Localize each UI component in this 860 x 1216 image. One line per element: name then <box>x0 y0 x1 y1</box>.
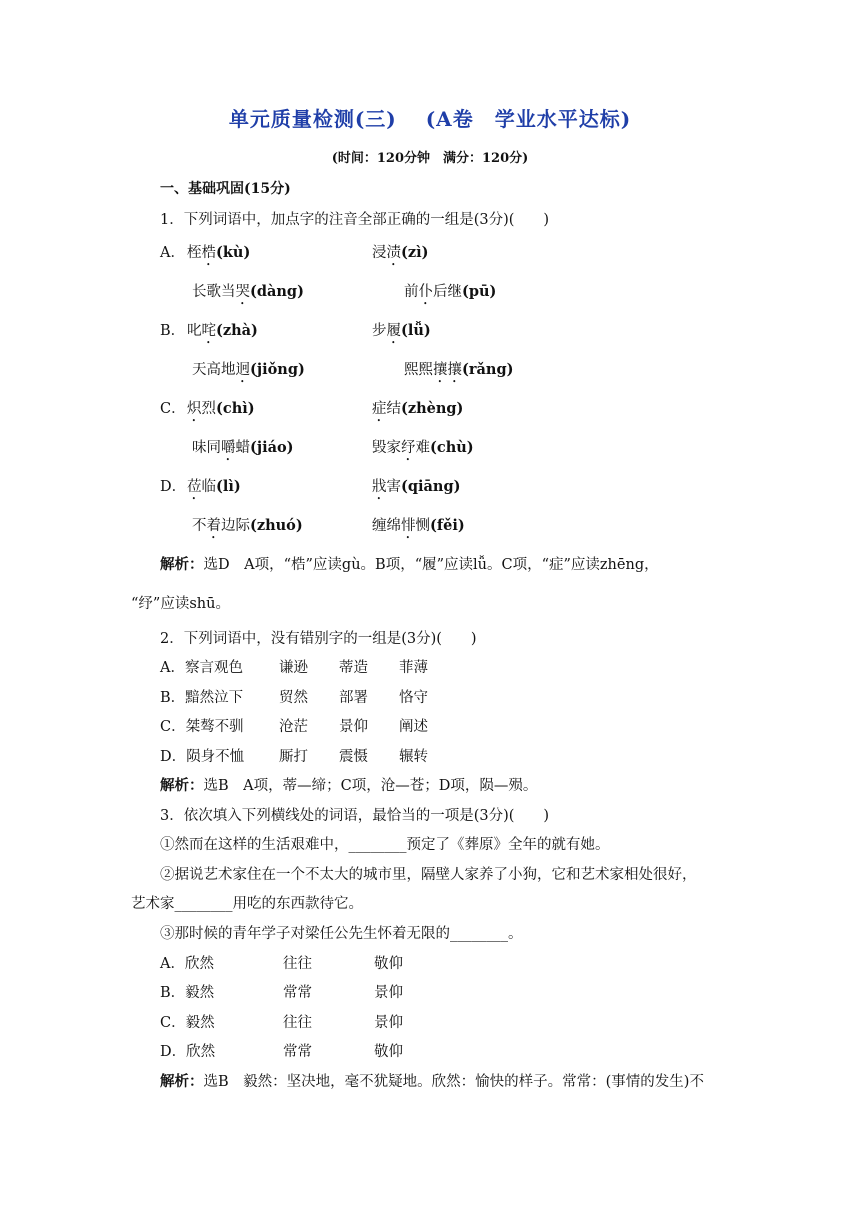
q3-option-d-word-3: 敬仰 <box>374 1044 403 1060</box>
q2-option-d-word-4: 辗转 <box>399 749 428 765</box>
q1-option-b-word-2: 步履(lǚ) <box>372 322 431 339</box>
question-1-stem: 1．下列词语中，加点字的注音全部正确的一组是(3分)( ) <box>160 212 550 228</box>
q3-option-a: A．欣然 <box>160 956 214 972</box>
section-heading: 一、基础巩固(15分) <box>160 181 291 197</box>
q3-sentence-1: ①然而在这样的生活艰难中，________预定了《葬原》全年的就有她。 <box>160 837 610 853</box>
q2-option-b-word-2: 贸然 <box>279 690 308 706</box>
q1-option-a-label: A． <box>160 245 185 261</box>
q1-option-a-word-4: 前仆后继(pū) <box>404 283 497 300</box>
q1-option-b-word-3: 天高地迥(jiǒng) <box>192 361 305 378</box>
q2-option-b-word-3: 部署 <box>339 690 368 706</box>
q1-analysis-cont: “纾”应读shū。 <box>131 596 230 612</box>
q3-option-c: C．毅然 <box>160 1015 215 1031</box>
q2-option-a-word-2: 谦逊 <box>279 660 308 676</box>
q1-option-c-word-2: 症结(zhèng) <box>372 400 464 417</box>
q2-option-d: D．陨身不恤 <box>160 749 245 765</box>
q3-option-c-word-2: 往往 <box>283 1015 312 1031</box>
q1-option-c-word-3: 味同嚼蜡(jiáo) <box>192 439 294 456</box>
q2-option-c-word-3: 景仰 <box>339 719 368 735</box>
q3-option-a-word-3: 敬仰 <box>374 956 403 972</box>
q3-option-d-word-2: 常常 <box>283 1044 312 1060</box>
q1-option-a-word-3: 长歌当哭(dàng) <box>192 283 304 300</box>
q3-option-a-word-2: 往往 <box>283 956 312 972</box>
q2-option-b-word-4: 恪守 <box>399 690 428 706</box>
q3-option-b-word-3: 景仰 <box>374 985 403 1001</box>
q2-option-d-word-2: 厮打 <box>279 749 308 765</box>
page-title: 单元质量检测(三) (A卷 学业水平达标) <box>228 107 632 131</box>
q3-sentence-3: ③那时候的青年学子对梁任公先生怀着无限的________。 <box>160 926 523 942</box>
q2-option-c-word-4: 阐述 <box>399 719 428 735</box>
q3-sentence-2-cont: 艺术家________用吃的东西款待它。 <box>131 896 363 912</box>
q2-option-a-word-4: 菲薄 <box>399 660 428 676</box>
q1-option-c-word-1: 炽烈(chì) <box>187 400 255 417</box>
q3-option-b-word-2: 常常 <box>283 985 312 1001</box>
q1-option-b-label: B． <box>160 323 186 339</box>
q2-option-d-word-3: 震慑 <box>339 749 368 765</box>
q3-option-b: B．毅然 <box>160 985 215 1001</box>
q2-option-c-word-2: 沧茫 <box>279 719 308 735</box>
q2-option-c: C．桀骜不驯 <box>160 719 244 735</box>
q1-option-b-word-1: 叱咤(zhà) <box>187 322 258 339</box>
q1-option-d-word-1: 莅临(lì) <box>187 478 241 495</box>
question-3-stem: 3．依次填入下列横线处的词语，最恰当的一项是(3分)( ) <box>160 808 550 824</box>
q1-option-b-word-4: 熙熙攘攘(rǎng) <box>404 361 514 378</box>
q2-option-a: A．察言观色 <box>160 660 243 676</box>
q3-analysis: 解析：选B 毅然：坚决地，毫不犹疑地。欣然：愉快的样子。常常：(事情的发生)不 <box>160 1073 704 1090</box>
q1-analysis: 解析：选D A项，“梏”应读gù。B项，“履”应读lǚ。C项，“症”应读zhēng， <box>160 556 659 573</box>
q1-option-a-word-1: 桎梏(kù) <box>187 244 251 261</box>
q2-option-b: B．黯然泣下 <box>160 690 244 706</box>
exam-info: (时间：120分钟 满分：120分) <box>331 151 529 166</box>
q1-option-c-label: C． <box>160 401 186 417</box>
q1-option-c-word-4: 毁家纾难(chù) <box>372 439 474 456</box>
question-2-stem: 2．下列词语中，没有错别字的一组是(3分)( ) <box>160 631 477 647</box>
q3-option-d: D．欣然 <box>160 1044 216 1060</box>
q1-option-d-word-2: 戕害(qiāng) <box>372 478 461 495</box>
q3-option-c-word-3: 景仰 <box>374 1015 403 1031</box>
q1-option-a-word-2: 浸渍(zì) <box>372 244 429 261</box>
q2-option-a-word-3: 蒂造 <box>339 660 368 676</box>
q1-option-d-word-3: 不着边际(zhuó) <box>192 517 303 534</box>
q3-sentence-2: ②据说艺术家住在一个不太大的城市里，隔壁人家养了小狗，它和艺术家相处很好， <box>160 867 697 883</box>
q1-option-d-word-4: 缠绵悱恻(fěi) <box>372 517 465 534</box>
q2-analysis: 解析：选B A项，蒂—缔；C项，沧—苍；D项，陨—殒。 <box>160 777 538 794</box>
q1-option-d-label: D． <box>160 479 187 495</box>
